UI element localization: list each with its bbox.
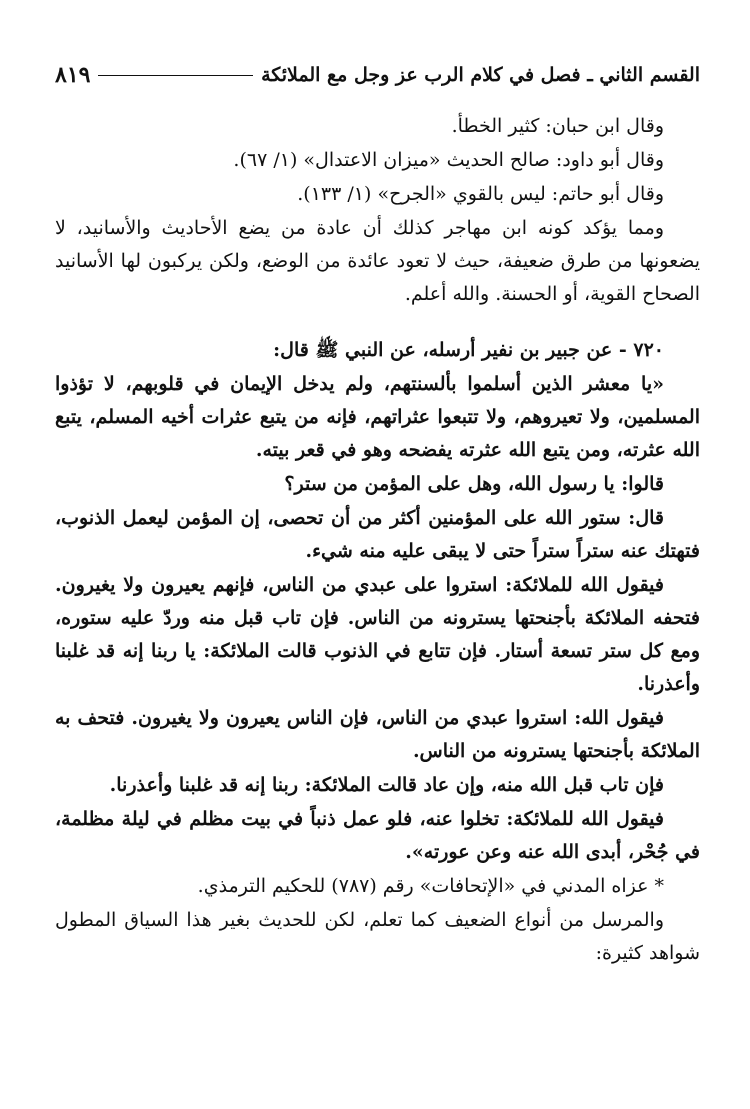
header-rule bbox=[98, 75, 253, 76]
running-header-title: القسم الثاني ـ فصل في كلام الرب عز وجل مع الملائكة bbox=[261, 64, 700, 86]
hadith-paragraph: «يا معشر الذين أسلموا بألسنتهم، ولم يدخل الإيمان في قلوبهم، لا تؤذوا المسلمين، ولا تعيروهم، ولا تتبعوا عثراتهم، فإنه من يتبع عثرات أخيه المسلم، يتبع الله عثرته، ومن يتبع الله عثرته يفضحه وهو في قعر بيته. bbox=[55, 373, 700, 461]
page-number: ٨١٩ bbox=[55, 62, 91, 88]
paragraph: وقال أبو حاتم: ليس بالقوي «الجرح» (١/ ١٣٣). bbox=[297, 183, 664, 205]
paragraph: وقال أبو داود: صالح الحديث «ميزان الاعتدال» (١/ ٦٧). bbox=[233, 149, 664, 171]
hadith-paragraph: فيقول الله للملائكة: استروا على عبدي من الناس، فإنهم يعيرون ولا يغيرون. فتحفه الملائكة بأجنحتها يسترونه من الناس. فإن تاب قبل منه وردّ عليه ستوره، ومع كل ستر تسعة أستار. فإن تتابع في الذنوب قالت الملائكة: يا ربنا إنه قد غلبنا وأعذرنا. bbox=[55, 574, 700, 695]
paragraph: ومما يؤكد كونه ابن مهاجر كذلك أن عادة من يضع الأحاديث والأسانيد، لا يضعونها من طرق ضعيفة، حيث لا تعود عائدة من الوضع، ولكن يركبون لها الأسانيد الصحاح القوية، أو الحسنة. والله أعلم. bbox=[55, 217, 700, 305]
hadith-paragraph: فيقول الله للملائكة: تخلوا عنه، فلو عمل ذنباً في بيت مظلم في ليلة مظلمة، في جُحْر، أبدى الله عنه وعن عورته». bbox=[55, 808, 700, 863]
paragraph: وقال ابن حبان: كثير الخطأ. bbox=[451, 115, 664, 137]
hadith-paragraph: فإن تاب قبل الله منه، وإن عاد قالت الملائكة: ربنا إنه قد غلبنا وأعذرنا. bbox=[109, 774, 664, 796]
hadith-heading: ٧٢٠ - عن جبير بن نفير أرسله، عن النبي ﷺ قال: bbox=[273, 339, 664, 361]
paragraph: والمرسل من أنواع الضعيف كما تعلم، لكن للحديث بغير هذا السياق المطول شواهد كثيرة: bbox=[55, 909, 700, 964]
hadith-paragraph: فيقول الله: استروا عبدي من الناس، فإن الناس يعيرون ولا يغيرون. فتحف به الملائكة بأجنحتها يسترونه من الناس. bbox=[55, 707, 700, 762]
source-note: * عزاه المدني في «الإتحافات» رقم (٧٨٧) للحكيم الترمذي. bbox=[197, 875, 664, 897]
hadith-paragraph: قال: ستور الله على المؤمنين أكثر من أن تحصى، إن المؤمن ليعمل الذنوب، فتهتك عنه ستراً ستراً حتى لا يبقى عليه منه شيء. bbox=[55, 507, 700, 562]
running-header bbox=[55, 58, 700, 92]
hadith-paragraph: قالوا: يا رسول الله، وهل على المؤمن من ستر؟ bbox=[284, 473, 664, 495]
section-gap bbox=[55, 312, 700, 334]
